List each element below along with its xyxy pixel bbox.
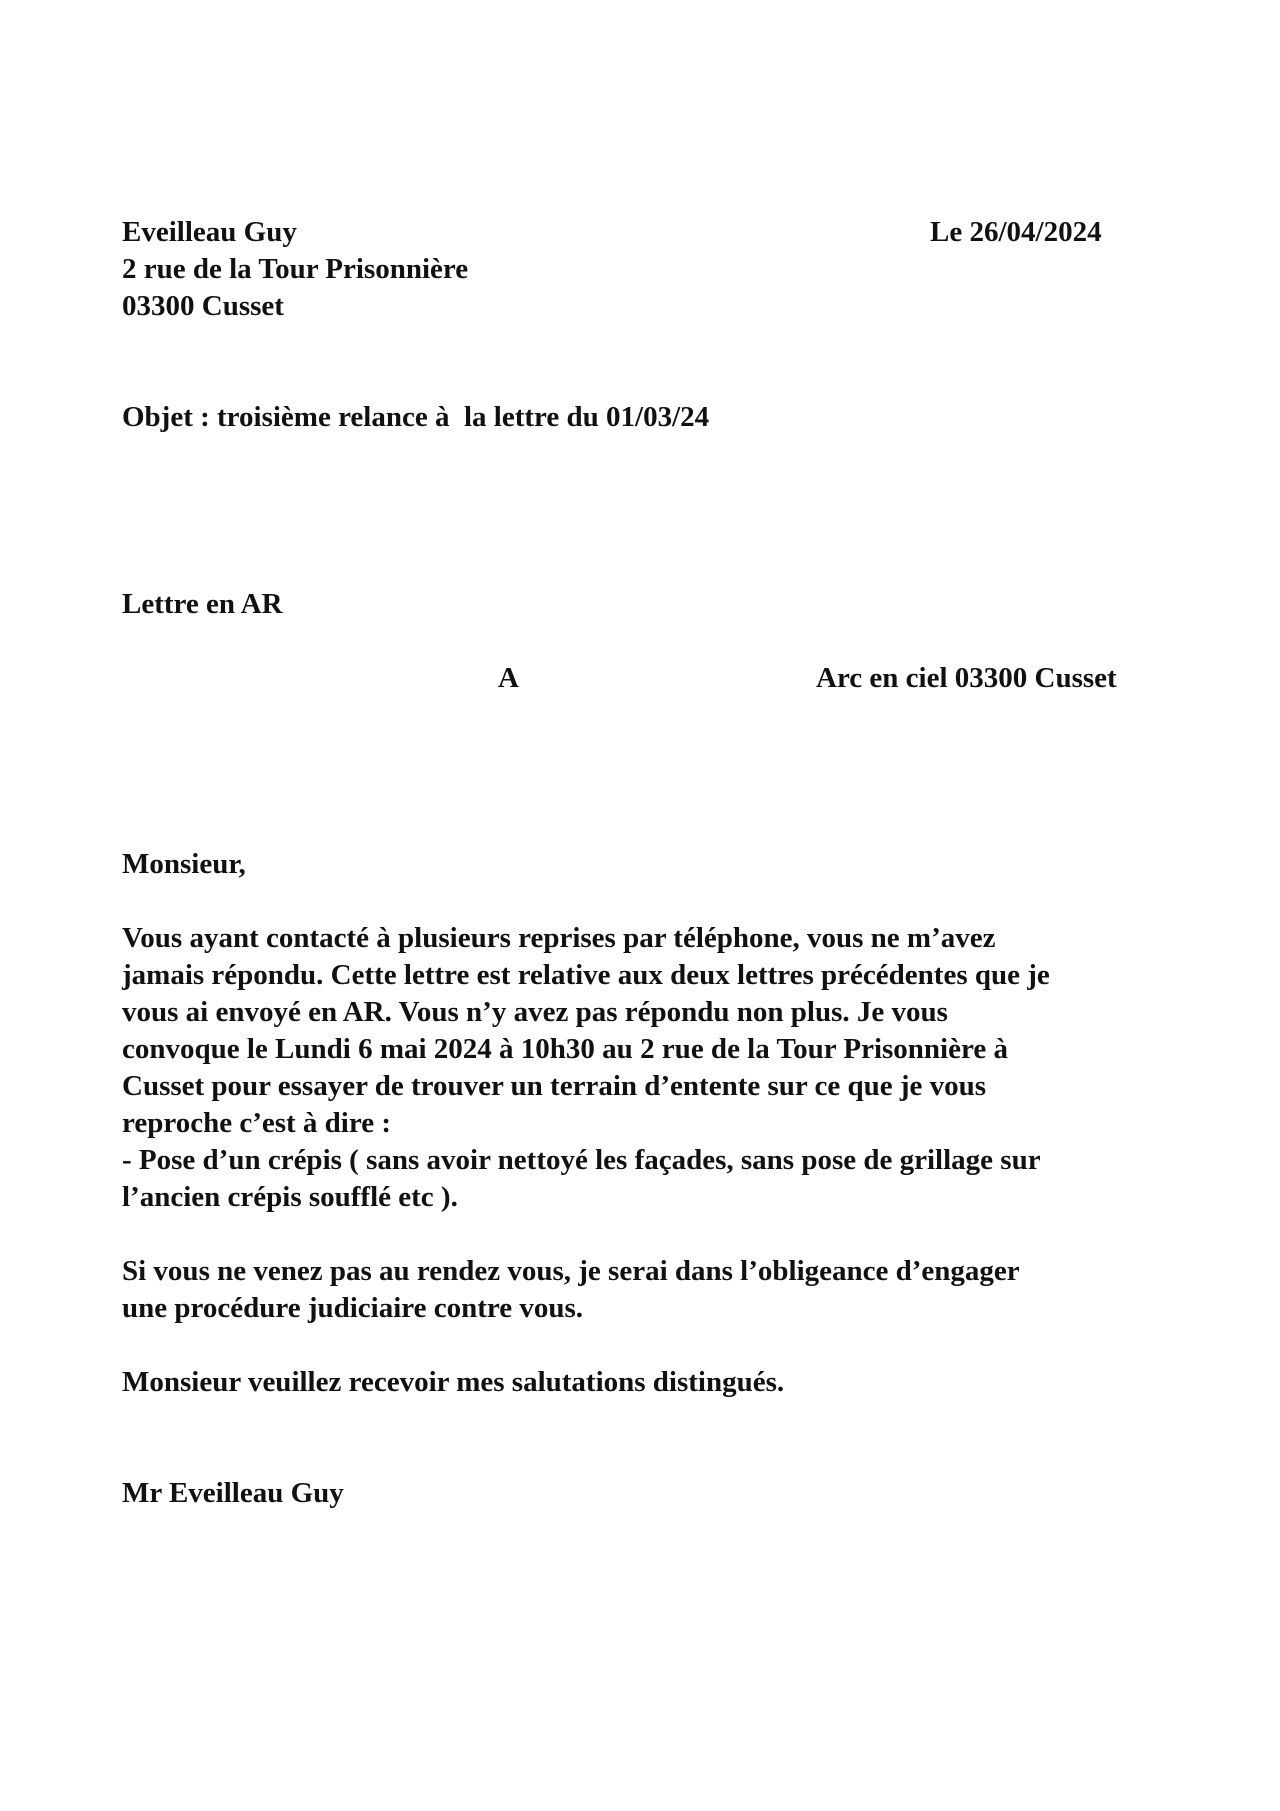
body-line: reproche c’est à dire : <box>122 1107 391 1139</box>
recipient-name: Arc en ciel 03300 Cusset <box>816 662 1117 694</box>
body-line: jamais répondu. Cette lettre est relative aux deux lettres précédentes que je <box>122 959 1050 991</box>
body-line: convoque le Lundi 6 mai 2024 à 10h30 au 2 rue de la Tour Prisonnière à <box>122 1033 1008 1065</box>
letter-subject: Objet : troisième relance à la lettre du 01/03/24 <box>122 401 710 433</box>
body-line: Vous ayant contacté à plusieurs reprises par téléphone, vous ne m’avez <box>122 922 996 954</box>
letter-date: Le 26/04/2024 <box>930 216 1102 248</box>
delivery-mode: Lettre en AR <box>122 588 283 620</box>
body-line: vous ai envoyé en AR. Vous n’y avez pas répondu non plus. Je vous <box>122 996 948 1028</box>
recipient-prefix: A <box>498 662 519 694</box>
closing-line: Monsieur veuillez recevoir mes salutations distingués. <box>122 1366 785 1398</box>
body-line: Cusset pour essayer de trouver un terrain d’entente sur ce que je vous <box>122 1070 987 1102</box>
body-line: - Pose d’un crépis ( sans avoir nettoyé les façades, sans pose de grillage sur <box>122 1144 1041 1176</box>
sender-name: Eveilleau Guy <box>122 216 297 248</box>
sender-address-line2: 03300 Cusset <box>122 290 284 322</box>
body-line: Si vous ne venez pas au rendez vous, je serai dans l’obligeance d’engager <box>122 1255 1020 1287</box>
greeting: Monsieur, <box>122 848 246 880</box>
body-line: une procédure judiciaire contre vous. <box>122 1292 584 1324</box>
body-line: l’ancien crépis soufflé etc ). <box>122 1181 458 1213</box>
signature: Mr Eveilleau Guy <box>122 1477 344 1509</box>
sender-address-line1: 2 rue de la Tour Prisonnière <box>122 253 469 285</box>
